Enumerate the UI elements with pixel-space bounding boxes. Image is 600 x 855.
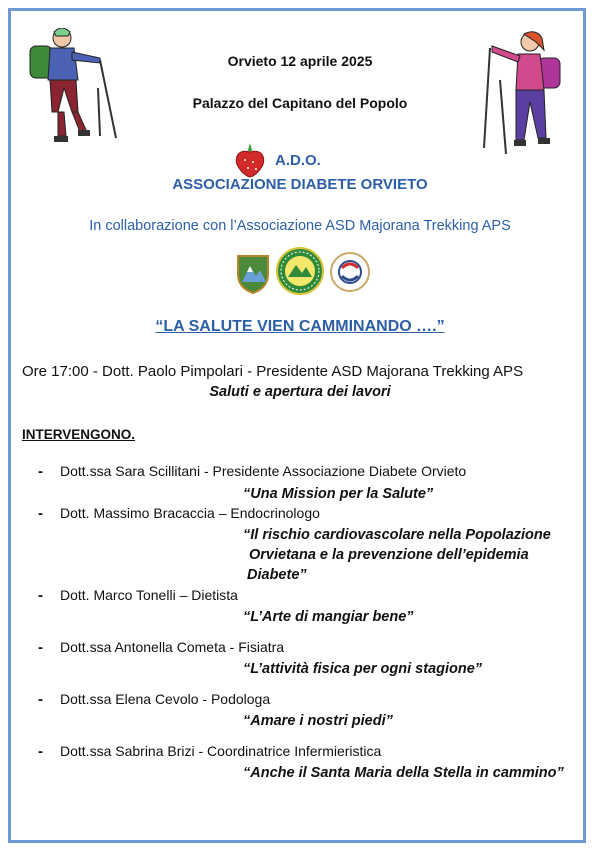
event-venue: Palazzo del Capitano del Popolo	[192, 95, 408, 111]
event-title: “LA SALUTE VIEN CAMMINANDO ….”	[155, 318, 445, 335]
speaker-talk: “L’Arte di mangiar bene”	[243, 609, 414, 625]
speakers-heading: INTERVENGONO.	[22, 427, 136, 442]
opening-speaker: Ore 17:00 - Dott. Paolo Pimpolari - Presidente ASD Majorana Trekking APS	[22, 363, 524, 380]
speaker-name: Dott.ssa Sabrina Brizi - Coordinatrice Infermieristica	[60, 743, 382, 759]
speaker-talk: Orvietana e la prevenzione dell’epidemia	[249, 547, 529, 563]
list-bullet: -	[38, 743, 43, 760]
org-short-name: A.D.O.	[275, 152, 321, 169]
collaboration-line: In collaborazione con l’Associazione ASD Majorana Trekking APS	[89, 218, 511, 234]
cai-shield-logo	[236, 252, 270, 294]
strawberry-icon	[233, 142, 267, 178]
speaker-name: Dott. Massimo Bracaccia – Endocrinologo	[60, 505, 320, 521]
hiker-female-icon	[480, 28, 570, 158]
speaker-name: Dott.ssa Elena Cevolo - Podologa	[60, 691, 271, 707]
list-bullet: -	[38, 639, 43, 656]
list-bullet: -	[38, 691, 43, 708]
majorana-trekking-logo	[276, 247, 324, 295]
speaker-talk: “Una Mission per la Salute”	[243, 486, 434, 502]
speaker-talk: “L’attività fisica per ogni stagione”	[243, 661, 483, 677]
list-bullet: -	[38, 505, 43, 522]
speaker-name: Dott. Marco Tonelli – Dietista	[60, 587, 238, 603]
speaker-talk: “Amare i nostri piedi”	[243, 713, 393, 729]
hiker-male-icon	[28, 28, 128, 146]
list-bullet: -	[38, 587, 43, 604]
speaker-name: Dott.ssa Sara Scillitani - Presidente Associazione Diabete Orvieto	[60, 463, 467, 479]
speaker-talk: “Il rischio cardiovascolare nella Popolazione	[243, 527, 551, 543]
speaker-name: Dott.ssa Antonella Cometa - Fisiatra	[60, 639, 285, 655]
speaker-talk: “Anche il Santa Maria della Stella in cammino”	[243, 765, 564, 781]
csen-logo	[330, 252, 370, 292]
opening-talk: Saluti e apertura dei lavori	[209, 384, 391, 400]
event-date: Orvieto 12 aprile 2025	[227, 53, 373, 69]
speaker-talk: Diabete”	[247, 567, 307, 583]
list-bullet: -	[38, 463, 43, 480]
org-full-name: ASSOCIAZIONE DIABETE ORVIETO	[172, 176, 428, 193]
